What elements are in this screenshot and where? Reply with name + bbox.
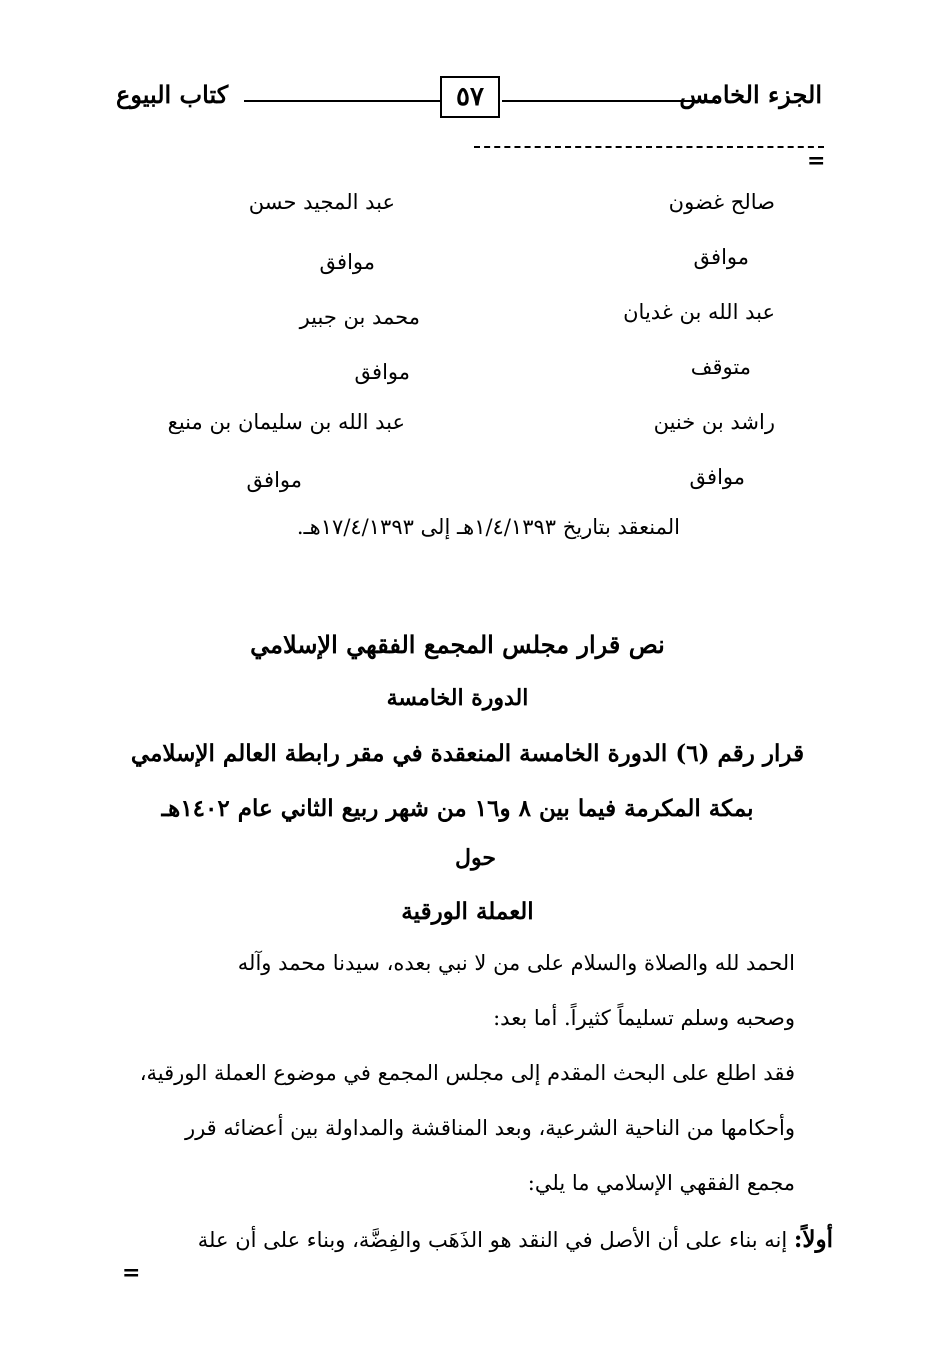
page-number: ٥٧ (440, 76, 500, 118)
session-title: الدورة الخامسة (386, 685, 529, 711)
signatory-vote: موافق (246, 468, 302, 492)
subject-title: العملة الورقية (401, 898, 534, 925)
header-part-title: الجزء الخامس (679, 80, 822, 109)
body-line-first-clause (103, 1225, 833, 1255)
signatory-vote: موافق (319, 250, 375, 274)
signatory-vote: موافق (689, 465, 745, 489)
body-line: الحمد لله والصلاة والسلام على من لا نبي بعده، سيدنا محمد وآله (237, 951, 795, 975)
body-line: فقد اطلع على البحث المقدم إلى مجلس المجمع في موضوع العملة الورقية، (139, 1061, 795, 1085)
header-rule-left (244, 100, 440, 102)
signatory-name: صالح غضون (668, 190, 775, 214)
decision-title: نص قرار مجلس المجمع الفقهي الإسلامي (250, 630, 665, 659)
signatory-name: عبد المجيد حسن (248, 190, 395, 214)
decision-heading-line-1: قرار رقم (٦) الدورة الخامسة المنعقدة في مقر رابطة العالم الإسلامي (130, 740, 805, 767)
signatory-name: عبد الله بن سليمان بن منيع (167, 410, 405, 434)
body-line: مجمع الفقهي الإسلامي ما يلي: (527, 1171, 795, 1195)
body-line: وأحكامها من الناحية الشرعية، وبعد المناقشة والمداولة بين أعضائه قرر (184, 1116, 795, 1140)
signatory-name: عبد الله بن غديان (623, 300, 775, 324)
signatory-name: محمد بن جبير (299, 305, 420, 329)
header-rule-right (502, 100, 717, 102)
continuation-mark-bottom: = (122, 1260, 141, 1286)
header-book-title: كتاب البيوع (116, 80, 229, 109)
signatory-name: راشد بن خنين (653, 410, 775, 434)
decision-heading-line-2: بمكة المكرمة فيما بين ٨ و١٦ من شهر ربيع الثاني عام ١٤٠٢هـ (161, 795, 754, 822)
signatory-vote: متوقف (690, 355, 751, 379)
clause-number: أولاً: (793, 1226, 833, 1253)
continuation-rule (474, 146, 824, 148)
meeting-date: المنعقد بتاريخ ١/٤/١٣٩٣هـ إلى ١٧/٤/١٣٩٣هـ. (296, 515, 680, 539)
signatory-vote: موافق (693, 245, 749, 269)
continuation-mark-top: = (807, 148, 826, 174)
body-line: وصحبه وسلم تسليماً كثيراً. أما بعد: (493, 1006, 795, 1030)
about-label: حول (455, 845, 496, 871)
signatory-vote: موافق (354, 360, 410, 384)
clause-text: إنه بناء على أن الأصل في النقد هو الذَهَب والفِضَّة، وبناء على أن علة (197, 1228, 794, 1252)
